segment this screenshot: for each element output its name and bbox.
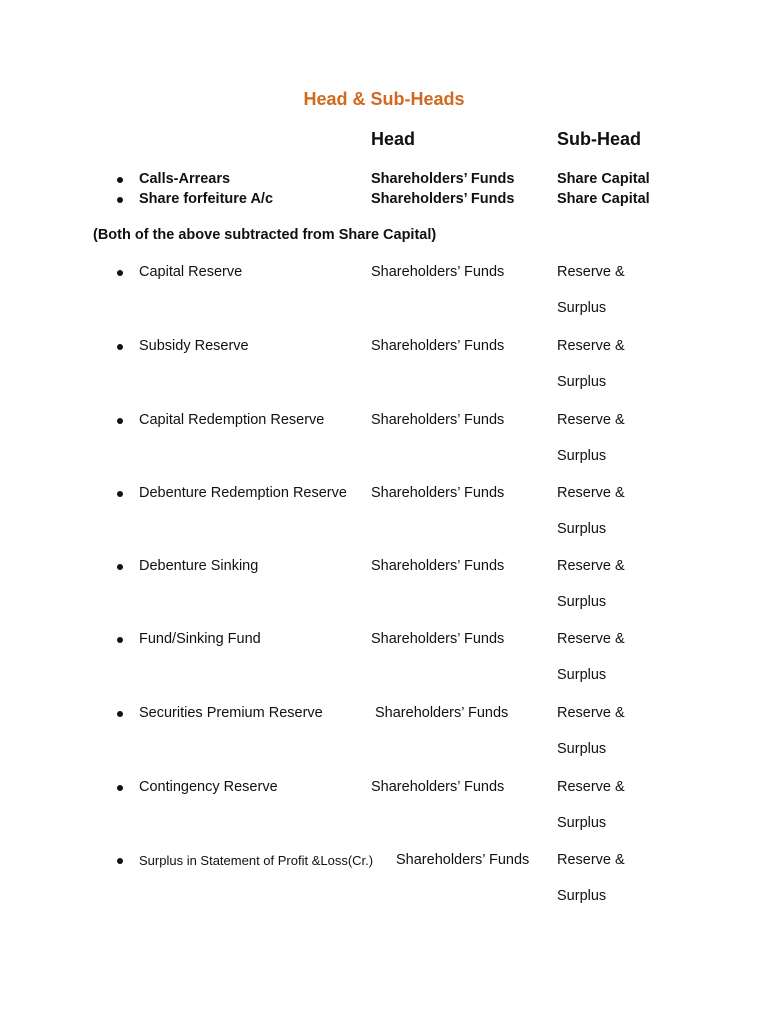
bullet-icon <box>117 564 123 570</box>
item-head: Shareholders’ Funds <box>371 338 505 354</box>
item-sub-head-line1: Reserve & <box>557 852 625 868</box>
bullet-icon <box>117 711 123 717</box>
bullet-icon <box>117 177 123 183</box>
item-sub-head-line2: Surplus <box>557 374 607 390</box>
item-head: Shareholders’ Funds <box>396 852 530 868</box>
bullet-icon <box>117 344 123 350</box>
item-sub-head-line1: Reserve & <box>557 264 625 280</box>
item-label: Contingency Reserve <box>139 779 278 795</box>
item-head: Shareholders’ Funds <box>371 779 505 795</box>
item-sub-head-line2: Surplus <box>557 448 607 464</box>
page-title: Head & Sub-Heads <box>303 89 465 109</box>
item-sub-head: Share Capital <box>557 171 650 187</box>
bullet-icon <box>117 418 123 424</box>
bullet-icon <box>117 858 123 864</box>
item-sub-head-line2: Surplus <box>557 667 607 683</box>
item-head: Shareholders’ Funds <box>371 485 505 501</box>
item-label: Fund/Sinking Fund <box>139 631 261 647</box>
item-sub-head-line1: Reserve & <box>557 705 625 721</box>
item-sub-head-line1: Reserve & <box>557 779 625 795</box>
item-head: Shareholders’ Funds <box>371 171 515 187</box>
item-label: Debenture Redemption Reserve <box>139 485 347 501</box>
item-head: Shareholders’ Funds <box>371 191 515 207</box>
item-sub-head-line2: Surplus <box>557 300 607 316</box>
column-header-head: Head <box>371 129 416 149</box>
item-sub-head-line2: Surplus <box>557 888 607 904</box>
item-label: Calls-Arrears <box>139 171 231 187</box>
item-label: Capital Redemption Reserve <box>139 412 325 428</box>
item-label: Capital Reserve <box>139 264 243 280</box>
bullet-icon <box>117 637 123 643</box>
item-sub-head-line1: Reserve & <box>557 338 625 354</box>
item-sub-head-line2: Surplus <box>557 741 607 757</box>
column-header-sub-head: Sub-Head <box>557 129 642 149</box>
item-sub-head: Share Capital <box>557 191 650 207</box>
item-sub-head-line1: Reserve & <box>557 412 625 428</box>
item-sub-head-line1: Reserve & <box>557 558 625 574</box>
item-label: Share forfeiture A/c <box>139 191 274 207</box>
item-label: Surplus in Statement of Profit &Loss(Cr.) <box>139 853 374 868</box>
item-label: Securities Premium Reserve <box>139 705 323 721</box>
item-sub-head-line2: Surplus <box>557 594 607 610</box>
item-head: Shareholders’ Funds <box>371 631 505 647</box>
item-head: Shareholders’ Funds <box>371 558 505 574</box>
bullet-icon <box>117 197 123 203</box>
bullet-icon <box>117 491 123 497</box>
item-sub-head-line1: Reserve & <box>557 485 625 501</box>
note-text: (Both of the above subtracted from Share Capital) <box>93 227 437 243</box>
item-sub-head-line2: Surplus <box>557 815 607 831</box>
item-head: Shareholders’ Funds <box>371 264 505 280</box>
item-sub-head-line1: Reserve & <box>557 631 625 647</box>
item-label: Subsidy Reserve <box>139 338 249 354</box>
item-sub-head-line2: Surplus <box>557 521 607 537</box>
bullet-icon <box>117 785 123 791</box>
item-head: Shareholders’ Funds <box>371 412 505 428</box>
bullet-icon <box>117 270 123 276</box>
item-label: Debenture Sinking <box>139 558 259 574</box>
item-head: Shareholders’ Funds <box>375 705 509 721</box>
